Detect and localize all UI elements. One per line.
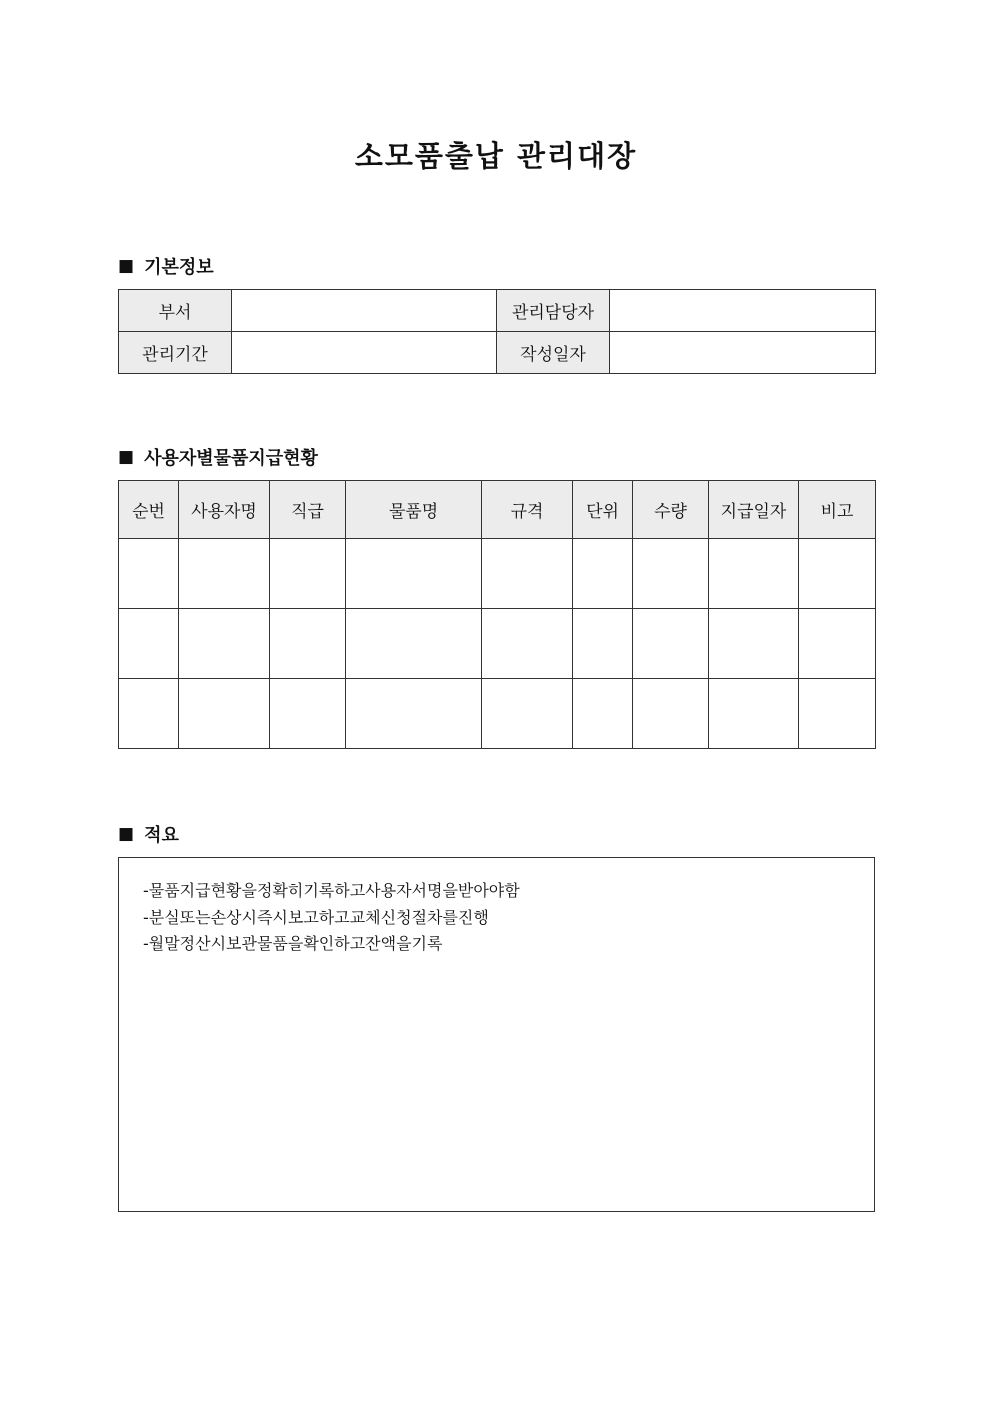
table-row <box>119 679 876 749</box>
period-label: 관리기간 <box>119 332 232 374</box>
table-cell[interactable] <box>633 539 709 609</box>
table-cell[interactable] <box>346 539 482 609</box>
table-cell[interactable] <box>573 609 633 679</box>
section-heading-distribution <box>118 444 318 470</box>
header-date: 지급일자 <box>709 481 799 539</box>
section-title: 적요 <box>144 825 179 846</box>
table-cell[interactable] <box>270 609 346 679</box>
table-cell[interactable] <box>709 539 799 609</box>
remarks-box[interactable] <box>118 857 875 1212</box>
table-cell[interactable] <box>799 609 876 679</box>
square-bullet-icon: ■ <box>118 824 135 844</box>
table-header-row <box>119 481 876 539</box>
table-cell[interactable] <box>573 679 633 749</box>
remark-line: -월말정산시보관물품을확인하고잔액을기록 <box>143 934 443 953</box>
table-cell[interactable] <box>346 679 482 749</box>
date-label: 작성일자 <box>497 332 610 374</box>
table-cell[interactable] <box>482 609 573 679</box>
table-cell[interactable] <box>709 609 799 679</box>
document-title: 소모품출납 관리대장 <box>354 139 638 173</box>
distribution-table <box>118 480 876 749</box>
header-qty: 수량 <box>633 481 709 539</box>
table-cell[interactable] <box>270 679 346 749</box>
table-cell[interactable] <box>179 609 270 679</box>
table-cell[interactable] <box>482 539 573 609</box>
header-user: 사용자명 <box>179 481 270 539</box>
period-field[interactable] <box>232 332 497 374</box>
date-field[interactable] <box>610 332 876 374</box>
header-remark: 비고 <box>799 481 876 539</box>
header-no: 순번 <box>119 481 179 539</box>
department-field[interactable] <box>232 290 497 332</box>
table-cell[interactable] <box>633 679 709 749</box>
table-cell[interactable] <box>179 539 270 609</box>
table-cell[interactable] <box>633 609 709 679</box>
square-bullet-icon: ■ <box>118 447 135 467</box>
table-cell[interactable] <box>482 679 573 749</box>
table-cell[interactable] <box>119 609 179 679</box>
manager-field[interactable] <box>610 290 876 332</box>
table-cell[interactable] <box>119 679 179 749</box>
section-heading-basic <box>118 253 214 279</box>
header-spec: 규격 <box>482 481 573 539</box>
basic-info-table <box>118 289 876 374</box>
remark-line: -물품지급현황을정확히기록하고사용자서명을받아야함 <box>143 881 520 900</box>
table-cell[interactable] <box>270 539 346 609</box>
table-cell[interactable] <box>179 679 270 749</box>
remark-line: -분실또는손상시즉시보고하고교체신청절차를진행 <box>143 907 489 927</box>
section-heading-remarks <box>118 821 179 847</box>
square-bullet-icon: ■ <box>118 256 135 276</box>
manager-label: 관리담당자 <box>497 290 610 332</box>
table-cell[interactable] <box>799 539 876 609</box>
table-row <box>119 609 876 679</box>
header-position: 직급 <box>270 481 346 539</box>
header-unit: 단위 <box>573 481 633 539</box>
table-cell[interactable] <box>346 609 482 679</box>
table-cell[interactable] <box>709 679 799 749</box>
table-row <box>119 539 876 609</box>
table-cell[interactable] <box>799 679 876 749</box>
table-cell[interactable] <box>119 539 179 609</box>
department-label: 부서 <box>119 290 232 332</box>
section-title: 기본정보 <box>144 257 214 278</box>
header-item: 물품명 <box>346 481 482 539</box>
table-cell[interactable] <box>573 539 633 609</box>
section-title: 사용자별물품지급현황 <box>144 448 318 469</box>
